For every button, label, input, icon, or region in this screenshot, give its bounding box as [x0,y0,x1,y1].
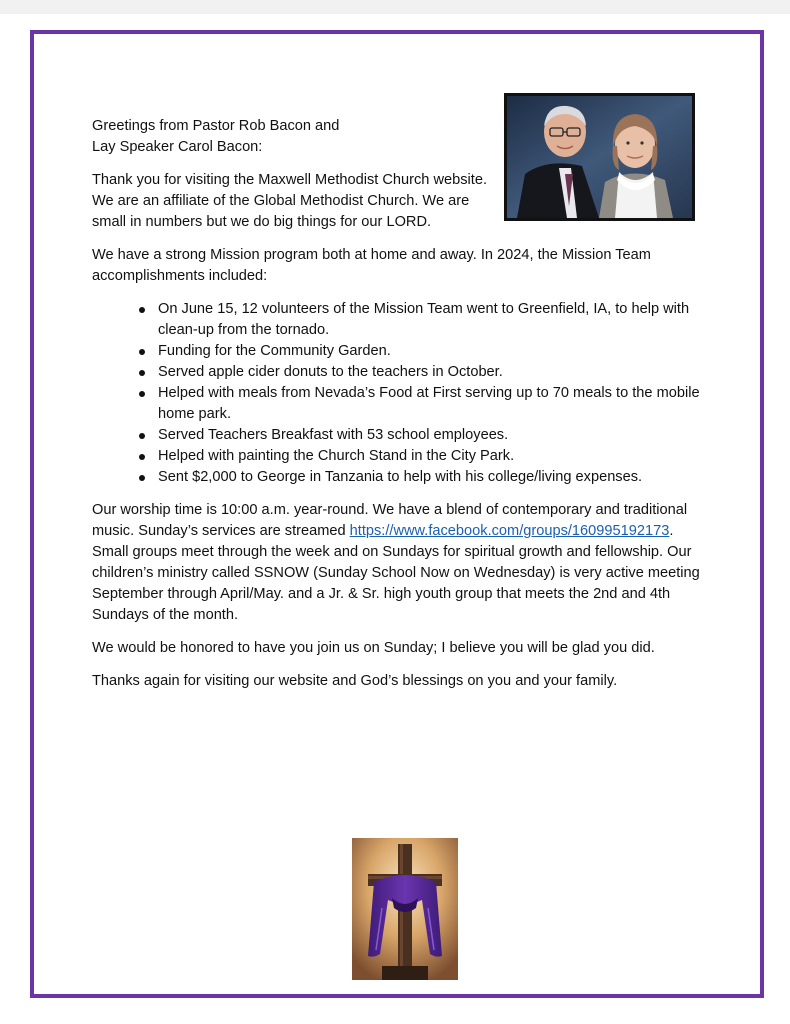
worship-paragraph [92,500,702,626]
cross-with-purple-drape-image [352,838,458,980]
intro-block [92,116,492,233]
greeting-line-2: Lay Speaker Carol Bacon: [92,139,263,155]
list-item: Sent $2,000 to George in Tanzania to help with his college/living expenses. [158,467,702,488]
cross-illustration [352,838,458,980]
greeting [92,116,492,158]
list-item: Served Teachers Breakfast with 53 school employees. [158,425,702,446]
worship-text-1: Our worship time is 10:00 a.m. year-round. We have a blend of contemporary and traditional music. Sunday’s services are streamed [92,502,688,539]
mission-list [92,299,702,488]
mission-intro-paragraph: We have a strong Mission program both at home and away. In 2024, the Mission Team accomplishments included: [92,247,651,284]
list-item: Served apple cider donuts to the teachers in October. [158,362,702,383]
facebook-group-link[interactable]: https://www.facebook.com/groups/160995192173 [349,523,670,539]
list-item: Funding for the Community Garden. [158,341,702,362]
viewer-top-bar [0,0,790,14]
letter-body [92,116,702,704]
list-item: On June 15, 12 volunteers of the Mission Team went to Greenfield, IA, to help with clean-up from the tornado. [158,299,702,341]
intro-paragraph: Thank you for visiting the Maxwell Methodist Church website. We are an affiliate of the Global Methodist Church. We are small in numbers but we do big things for our LORD. [92,172,488,230]
greeting-line-1: Greetings from Pastor Rob Bacon and [92,118,340,134]
list-item: Helped with painting the Church Stand in the City Park. [158,446,702,467]
thanks-paragraph: Thanks again for visiting our website and God’s blessings on you and your family. [92,673,618,689]
worship-text-2: . Small groups meet through the week and on Sundays for spiritual growth and fellowship. Our children’s ministry called SSNOW (Sunday School Now on Wednesday) is very active meeting September through April/May. and a Jr. & Sr. high youth group that meets the 2nd and 4th Sundays of the month. [92,523,700,623]
honored-paragraph: We would be honored to have you join us on Sunday; I believe you will be glad you did. [92,640,655,656]
list-item: Helped with meals from Nevada’s Food at First serving up to 70 meals to the mobile home park. [158,383,702,425]
